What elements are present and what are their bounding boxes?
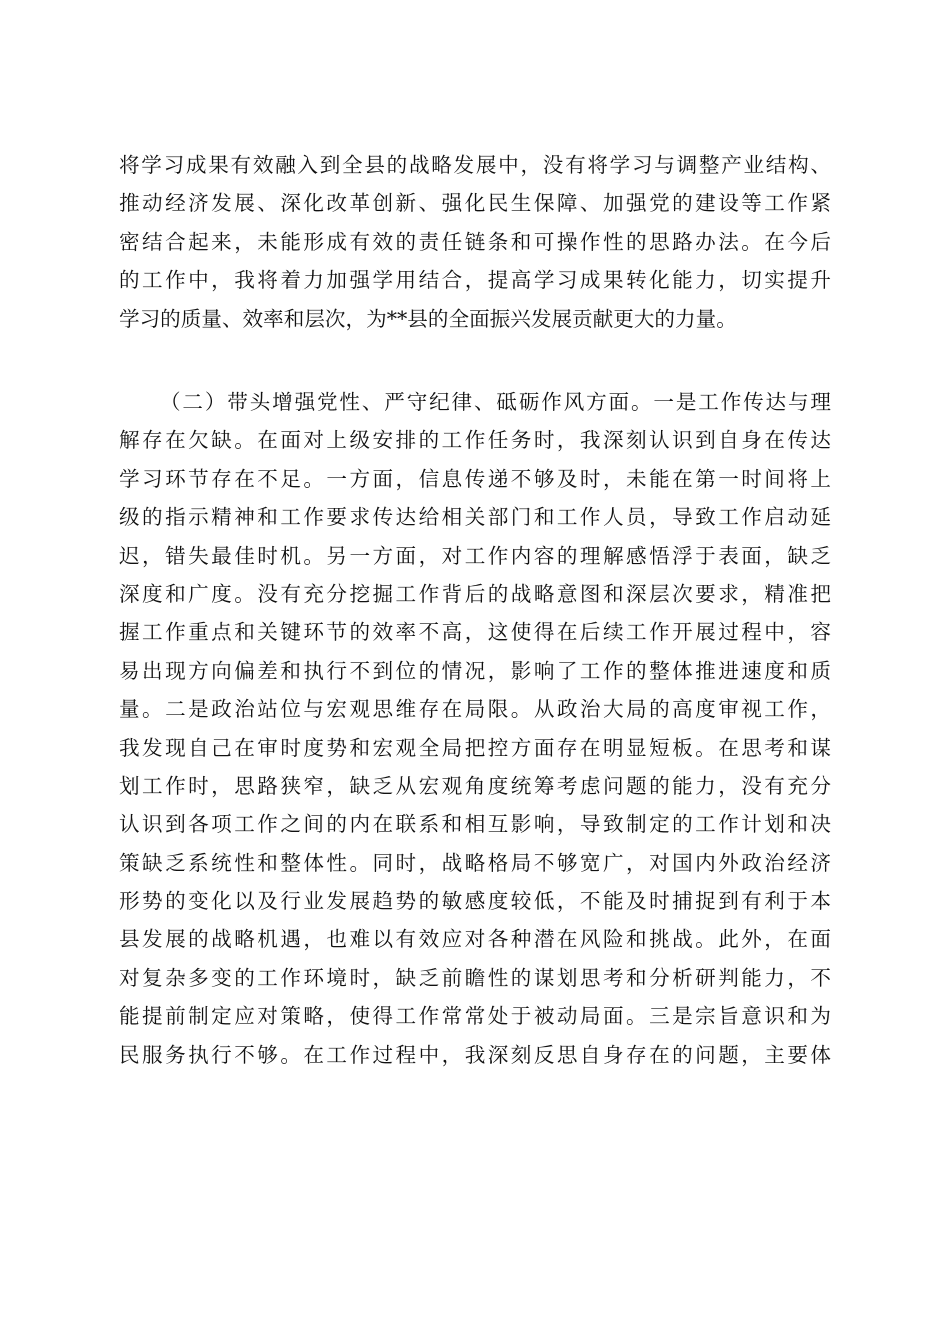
text-line: 握工作重点和关键环节的效率不高，这使得在后续工作开展过程中，容 xyxy=(119,620,831,645)
text-line: 学习的质量、效率和层次，为**县的全面振兴发展贡献更大的力量。 xyxy=(119,306,737,331)
text-line: 迟，错失最佳时机。另一方面，对工作内容的理解感悟浮于表面，缺乏 xyxy=(119,543,831,568)
text-line: 深度和广度。没有充分挖掘工作背后的战略意图和深层次要求，精准把 xyxy=(119,581,831,606)
text-line: 学习环节存在不足。一方面，信息传递不够及时，未能在第一时间将上 xyxy=(119,466,831,491)
text-line: 对复杂多变的工作环境时，缺乏前瞻性的谋划思考和分析研判能力，不 xyxy=(119,965,831,990)
text-line: 密结合起来，未能形成有效的责任链条和可操作性的思路办法。在今后 xyxy=(119,229,831,254)
text-line: （二）带头增强党性、严守纪律、砥砺作风方面。一是工作传达与理 xyxy=(160,390,831,414)
text-line: 量。二是政治站位与宏观思维存在局限。从政治大局的高度审视工作， xyxy=(119,697,831,722)
text-line: 策缺乏系统性和整体性。同时，战略格局不够宽广，对国内外政治经济 xyxy=(119,850,831,875)
text-line: 级的指示精神和工作要求传达给相关部门和工作人员，导致工作启动延 xyxy=(119,505,831,530)
text-line: 能提前制定应对策略，使得工作常常处于被动局面。三是宗旨意识和为 xyxy=(119,1004,831,1029)
text-line: 县发展的战略机遇，也难以有效应对各种潜在风险和挑战。此外，在面 xyxy=(119,927,831,952)
paragraph-section-two xyxy=(119,383,831,1074)
text-line: 我发现自己在审时度势和宏观全局把控方面存在明显短板。在思考和谋 xyxy=(119,735,831,760)
text-line: 划工作时，思路狭窄，缺乏从宏观角度统筹考虑问题的能力，没有充分 xyxy=(119,773,831,798)
text-line: 推动经济发展、深化改革创新、强化民生保障、加强党的建设等工作紧 xyxy=(119,191,831,216)
text-line: 解存在欠缺。在面对上级安排的工作任务时，我深刻认识到自身在传达 xyxy=(119,428,831,453)
text-line: 将学习成果有效融入到全县的战略发展中，没有将学习与调整产业结构、 xyxy=(119,153,831,177)
text-line: 形势的变化以及行业发展趋势的敏感度较低，不能及时捕捉到有利于本 xyxy=(119,889,831,914)
text-line: 易出现方向偏差和执行不到位的情况，影响了工作的整体推进速度和质 xyxy=(119,658,831,683)
text-line: 民服务执行不够。在工作过程中，我深刻反思自身存在的问题，主要体 xyxy=(119,1042,831,1067)
text-line: 的工作中，我将着力加强学用结合，提高学习成果转化能力，切实提升 xyxy=(119,268,831,293)
paragraph-continuation xyxy=(119,146,831,338)
text-line: 认识到各项工作之间的内在联系和相互影响，导致制定的工作计划和决 xyxy=(119,812,831,837)
